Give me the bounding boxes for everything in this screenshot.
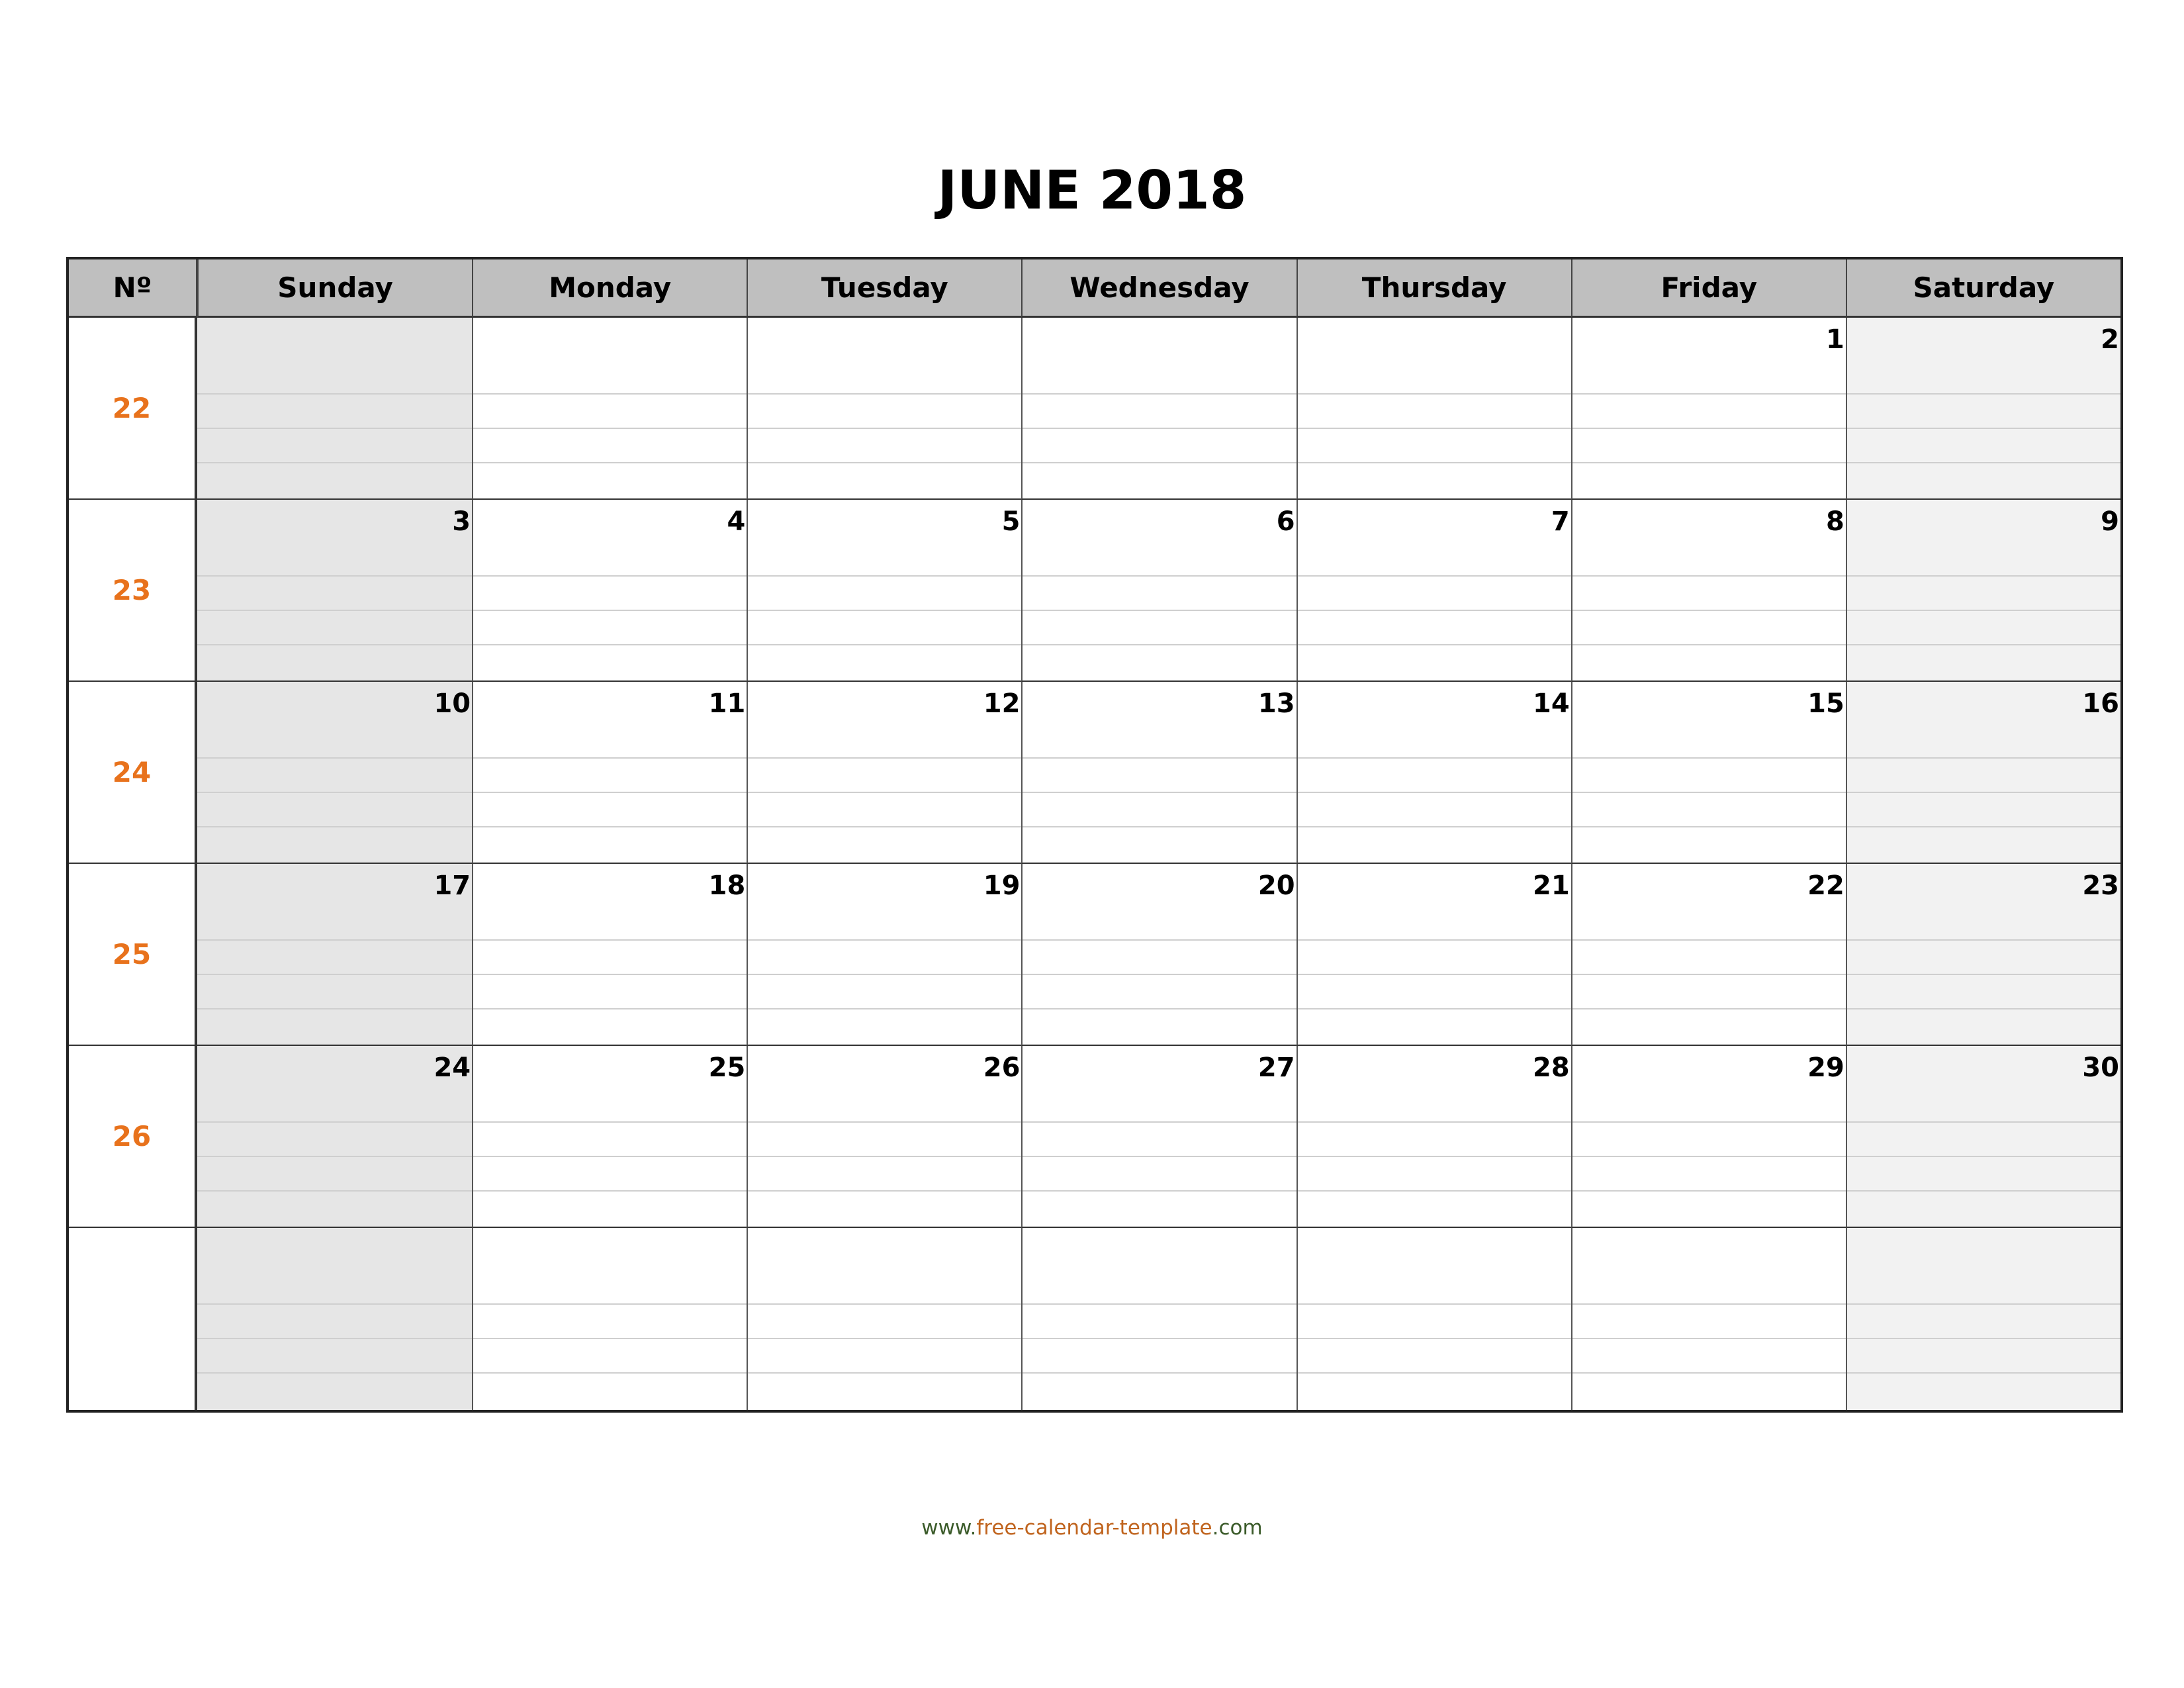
day-cell[interactable] (747, 500, 1021, 682)
day-number: 8 (1826, 506, 1844, 537)
writing-line (748, 644, 1021, 645)
footer-url-domain: free-calendar-template (976, 1516, 1212, 1540)
day-number: 1 (1826, 324, 1844, 355)
writing-line (197, 610, 472, 611)
day-number: 22 (1807, 870, 1844, 901)
day-number: 17 (433, 870, 471, 901)
writing-line (473, 1303, 747, 1305)
writing-line (1298, 1008, 1571, 1009)
header-day: Thursday (1297, 259, 1571, 318)
writing-line (1847, 1372, 2120, 1374)
writing-line (748, 610, 1021, 611)
writing-line (473, 1008, 747, 1009)
writing-line (1572, 792, 1846, 793)
writing-line (1298, 792, 1571, 793)
day-cell[interactable] (1297, 1228, 1571, 1410)
day-cell[interactable] (1021, 682, 1296, 864)
writing-line (1572, 939, 1846, 941)
day-cell[interactable] (197, 864, 472, 1046)
week-number (69, 1228, 197, 1410)
week-number-label: 24 (112, 756, 152, 788)
day-cell[interactable] (197, 1228, 472, 1410)
writing-line (1847, 939, 2120, 941)
day-number: 24 (433, 1053, 471, 1083)
day-number: 19 (983, 870, 1021, 901)
day-cell[interactable] (472, 864, 747, 1046)
writing-line (1847, 1156, 2120, 1157)
day-cell[interactable] (1846, 500, 2120, 682)
writing-line (1572, 575, 1846, 577)
day-number: 11 (708, 688, 746, 719)
day-cell[interactable] (1021, 318, 1296, 500)
calendar-title: JUNE 2018 (937, 160, 1247, 221)
day-cell[interactable] (1846, 864, 2120, 1046)
writing-line (1023, 1008, 1296, 1009)
writing-line (1572, 1372, 1846, 1374)
writing-line (1023, 1303, 1296, 1305)
writing-line (1847, 575, 2120, 577)
day-cell[interactable] (747, 318, 1021, 500)
writing-line (748, 1338, 1021, 1339)
writing-line (197, 428, 472, 429)
writing-line (1023, 1190, 1296, 1192)
writing-line (748, 1156, 1021, 1157)
day-cell[interactable] (747, 864, 1021, 1046)
day-number: 12 (983, 688, 1021, 719)
writing-line (1023, 757, 1296, 759)
writing-line (1572, 1303, 1846, 1305)
day-cell[interactable] (1571, 1046, 1846, 1228)
writing-line (1298, 974, 1571, 975)
day-number: 14 (1533, 688, 1570, 719)
day-cell[interactable] (197, 318, 472, 500)
writing-line (1298, 1121, 1571, 1123)
day-cell[interactable] (1571, 500, 1846, 682)
writing-line (1298, 644, 1571, 645)
footer-url[interactable] (0, 1516, 2184, 1540)
header-day: Tuesday (747, 259, 1021, 318)
writing-line (197, 792, 472, 793)
writing-line (1847, 1338, 2120, 1339)
writing-line (1298, 610, 1571, 611)
week-number (69, 682, 197, 864)
writing-line (1023, 610, 1296, 611)
writing-line (1298, 1156, 1571, 1157)
writing-line (1298, 428, 1571, 429)
day-number: 16 (2082, 688, 2119, 719)
day-cell[interactable] (1571, 864, 1846, 1046)
writing-line (197, 1338, 472, 1339)
day-cell[interactable] (472, 682, 747, 864)
week-number (69, 864, 197, 1046)
week-number-label: 22 (112, 392, 152, 424)
writing-line (1572, 1121, 1846, 1123)
day-number: 29 (1807, 1053, 1844, 1083)
writing-line (1298, 462, 1571, 463)
writing-line (1023, 1121, 1296, 1123)
day-cell[interactable] (1021, 864, 1296, 1046)
writing-line (473, 1156, 747, 1157)
day-number: 13 (1257, 688, 1295, 719)
day-cell[interactable] (1297, 864, 1571, 1046)
writing-line (197, 1303, 472, 1305)
writing-line (1572, 428, 1846, 429)
day-number: 20 (1257, 870, 1295, 901)
writing-line (197, 1190, 472, 1192)
writing-line (473, 939, 747, 941)
day-cell[interactable] (1021, 1228, 1296, 1410)
day-cell[interactable] (1571, 682, 1846, 864)
week-number (69, 500, 197, 682)
writing-line (748, 1121, 1021, 1123)
day-number: 23 (2082, 870, 2119, 901)
day-cell[interactable] (1297, 500, 1571, 682)
writing-line (1023, 939, 1296, 941)
writing-line (748, 1190, 1021, 1192)
writing-line (1847, 644, 2120, 645)
header-day: Friday (1571, 259, 1846, 318)
writing-line (197, 939, 472, 941)
writing-line (1023, 393, 1296, 395)
writing-line (1847, 393, 2120, 395)
writing-line (748, 575, 1021, 577)
writing-line (1023, 644, 1296, 645)
writing-line (1023, 974, 1296, 975)
day-number: 3 (452, 506, 471, 537)
writing-line (1023, 1156, 1296, 1157)
writing-line (748, 826, 1021, 827)
day-number: 7 (1551, 506, 1570, 537)
writing-line (1023, 462, 1296, 463)
writing-line (748, 462, 1021, 463)
writing-line (748, 1008, 1021, 1009)
writing-line (1298, 1303, 1571, 1305)
writing-line (1572, 1156, 1846, 1157)
day-cell[interactable] (1846, 682, 2120, 864)
day-cell[interactable] (1571, 1228, 1846, 1410)
writing-line (197, 1156, 472, 1157)
writing-line (197, 826, 472, 827)
day-number: 6 (1276, 506, 1295, 537)
week-number-label: 25 (112, 938, 152, 970)
writing-line (748, 974, 1021, 975)
writing-line (1572, 1190, 1846, 1192)
writing-line (1847, 428, 2120, 429)
day-number: 4 (727, 506, 746, 537)
day-number: 30 (2082, 1053, 2119, 1083)
writing-line (1572, 462, 1846, 463)
day-cell[interactable] (747, 1046, 1021, 1228)
writing-line (473, 575, 747, 577)
writing-line (748, 393, 1021, 395)
header-week-number: Nº (69, 259, 197, 318)
writing-line (197, 757, 472, 759)
day-cell[interactable] (1021, 500, 1296, 682)
writing-line (1847, 974, 2120, 975)
writing-line (1847, 1008, 2120, 1009)
day-cell[interactable] (1846, 318, 2120, 500)
writing-line (1572, 974, 1846, 975)
day-number: 5 (1001, 506, 1021, 537)
writing-line (1023, 575, 1296, 577)
writing-line (1023, 792, 1296, 793)
day-cell[interactable] (472, 500, 747, 682)
writing-line (748, 757, 1021, 759)
writing-line (1572, 826, 1846, 827)
header-day: Saturday (1846, 259, 2120, 318)
writing-line (473, 610, 747, 611)
day-cell[interactable] (1297, 318, 1571, 500)
writing-line (1023, 1372, 1296, 1374)
day-number: 18 (708, 870, 746, 901)
header-day: Wednesday (1021, 259, 1296, 318)
writing-line (748, 1303, 1021, 1305)
week-number (69, 318, 197, 500)
day-number: 26 (983, 1053, 1021, 1083)
week-number-label: 26 (112, 1120, 152, 1152)
writing-line (473, 393, 747, 395)
day-number: 10 (433, 688, 471, 719)
day-cell[interactable] (472, 318, 747, 500)
day-number: 28 (1533, 1053, 1570, 1083)
header-day: Sunday (197, 259, 472, 318)
writing-line (1572, 644, 1846, 645)
writing-line (1847, 1303, 2120, 1305)
day-number: 27 (1257, 1053, 1295, 1083)
writing-line (1572, 1008, 1846, 1009)
writing-line (473, 1190, 747, 1192)
week-number (69, 1046, 197, 1228)
writing-line (473, 792, 747, 793)
writing-line (473, 1372, 747, 1374)
writing-line (473, 1121, 747, 1123)
header-day: Monday (472, 259, 747, 318)
writing-line (1847, 610, 2120, 611)
day-number: 15 (1807, 688, 1844, 719)
writing-line (473, 644, 747, 645)
calendar-grid (66, 257, 2123, 1413)
writing-line (197, 575, 472, 577)
writing-line (197, 1121, 472, 1123)
writing-line (1298, 1372, 1571, 1374)
day-cell[interactable] (1297, 1046, 1571, 1228)
writing-line (1298, 1190, 1571, 1192)
writing-line (1298, 757, 1571, 759)
writing-line (1023, 826, 1296, 827)
writing-line (1847, 462, 2120, 463)
day-cell[interactable] (1571, 318, 1846, 500)
writing-line (1298, 939, 1571, 941)
writing-line (473, 1338, 747, 1339)
writing-line (1847, 1121, 2120, 1123)
writing-line (748, 939, 1021, 941)
day-cell[interactable] (472, 1046, 747, 1228)
writing-line (1298, 826, 1571, 827)
week-number-label: 23 (112, 574, 152, 606)
day-number: 25 (708, 1053, 746, 1083)
footer-url-suffix: .com (1212, 1516, 1263, 1540)
writing-line (1572, 393, 1846, 395)
writing-line (473, 826, 747, 827)
writing-line (1023, 1338, 1296, 1339)
writing-line (748, 428, 1021, 429)
footer-url-prefix: www. (921, 1516, 977, 1540)
writing-line (197, 393, 472, 395)
day-number: 2 (2101, 324, 2119, 355)
writing-line (197, 1008, 472, 1009)
writing-line (1847, 757, 2120, 759)
writing-line (1023, 428, 1296, 429)
writing-line (473, 462, 747, 463)
writing-line (748, 792, 1021, 793)
writing-line (197, 1372, 472, 1374)
writing-line (1298, 393, 1571, 395)
day-cell[interactable] (1846, 1046, 2120, 1228)
writing-line (473, 757, 747, 759)
day-cell[interactable] (197, 500, 472, 682)
writing-line (748, 1372, 1021, 1374)
day-cell[interactable] (197, 682, 472, 864)
writing-line (1572, 1338, 1846, 1339)
writing-line (1847, 792, 2120, 793)
day-number: 21 (1533, 870, 1570, 901)
day-cell[interactable] (1846, 1228, 2120, 1410)
writing-line (473, 974, 747, 975)
writing-line (1572, 610, 1846, 611)
writing-line (1847, 826, 2120, 827)
day-number: 9 (2101, 506, 2119, 537)
writing-line (1572, 757, 1846, 759)
day-cell[interactable] (472, 1228, 747, 1410)
day-cell[interactable] (1297, 682, 1571, 864)
day-cell[interactable] (197, 1046, 472, 1228)
writing-line (197, 462, 472, 463)
day-cell[interactable] (747, 682, 1021, 864)
writing-line (197, 974, 472, 975)
writing-line (197, 644, 472, 645)
day-cell[interactable] (747, 1228, 1021, 1410)
writing-line (1298, 1338, 1571, 1339)
writing-line (1298, 575, 1571, 577)
day-cell[interactable] (1021, 1046, 1296, 1228)
writing-line (473, 428, 747, 429)
writing-line (1847, 1190, 2120, 1192)
